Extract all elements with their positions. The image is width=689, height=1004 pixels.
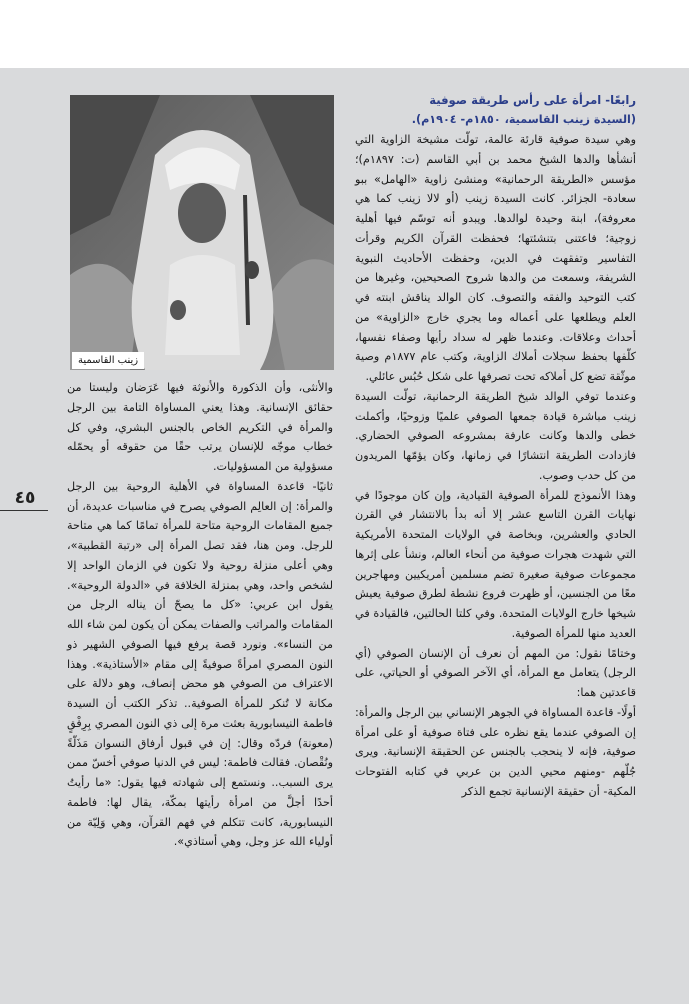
- page-number: ٤٥: [14, 488, 36, 508]
- paragraph: وهي سيدة صوفية قارئة عالمة، تولّت مشيخة الزاوية التي أنشأها والدها الشيخ محمد بن أبي القاسم (ت: ١٨٩٧م)؛ مؤسس «الطريقة الرحمانية» ومنشئ زاوية «الهامل» ببو سعادة- الجزائر. كانت السيدة زينب (أو لالا زينب كما هي معروفة)، ابنة وحيدة لوالدها. ويبدو أنه توسّم فيها أهلية زوجية؛ فاعتنى بتنشئتها؛ فحفظت القرآن الكريم وقرأت التفاسير وتفقهت في الدين، وحفظت الأحاديث النبوية الشريفة، وسمعت من والدها شروح الصحيحين، وغيرها من كتب التوحيد والفقه والتصوف. كان الوالد يناقش ابنته في العلم ويطلعها على أعماله وما يجري خارج «الزاوية» من أحداث وعلاقات. وعندما ظهر له سداد رأيها وصفاء نفسها، كلّفها بحفظ سجلات أملاك الزاوية، وكتب عام ١٨٧٧م وصية موثّقة تضع كل أملاكه تحت تصرفها على شكل حُبُس عائلي.: [355, 133, 636, 383]
- paragraph: وهذا الأنموذج للمرأة الصوفية القيادية، وإن كان موجودًا في نهايات القرن التاسع عشر إلا أنه بدأ بالانتشار في القرن الحادي والعشرين، وبخاصة في الولايات المتحدة الأمريكية التي شهدت هجرات صوفية من أنحاء العالم، ونشأ على إثرها مجموعات صوفية صغيرة تضم مسلمين أمريكيين ومهاجرين معًا من الجنسين، أو ظهرت فروع نشطة لطرق صوفية يعيش شيخها خارج الولايات المتحدة. وفي كلتا الحالتين، فالقيادة في العديد منها للمرأة الصوفية.: [355, 488, 636, 640]
- photo-caption: زينب القاسمية: [72, 352, 144, 369]
- left-text-column: [67, 378, 333, 852]
- paragraph: وختامًا نقول: من المهم أن نعرف أن الإنسان الصوفي (أي الرجل) يتعامل مع المرأة، أي الآخر الصوفي أو الحياتي، على قاعدتين هما:: [355, 646, 636, 699]
- paragraph: والأنثى، وأن الذكورة والأنوثة فيها عَرَضان وليستا من حقائق الإنسانية. وهذا يعني المساواة التامة بين الرجل والمرأة في التكريم الخاص بالجنس البشري، وفي كل خطاب موجّه للإنسان يرتب حقًا من حقوقه أو يحمّله مسؤولية من المسؤوليات.: [67, 381, 333, 473]
- section-heading: رابعًا- امرأة على رأس طريقة صوفية: [429, 93, 636, 107]
- portrait-photo: [70, 95, 334, 370]
- right-text-column: [355, 90, 636, 802]
- section-subheading: (السيدة زينب القاسمية، ١٨٥٠م- ١٩٠٤م).: [411, 113, 636, 126]
- paragraph: وعندما توفي الوالد شيخ الطريقة الرحمانية، تولّت السيدة زينب مباشرة قيادة جمعها الصوفي علميًا وزوحيًا، وأكملت خطى والدها وكانت عارفة بمشروعه الصوفي الحضاري. فازدادت الطريقة انتشارًا في زمانها، وكان يؤمّها المريدون من كل حدب وصوب.: [355, 389, 636, 482]
- top-margin: [0, 0, 689, 68]
- paragraph: أولًا- قاعدة المساواة في الجوهر الإنساني بين الرجل والمرأة: إن الصوفي عندما يقع نظره على فتاة صوفية أو على امرأة صوفية، فإنه لا ينحجب بالجنس عن الحقيقة الإنسانية. ويرى جُلّهم -ومنهم محيي الدين بن عربي في كتابه الفتوحات المكية- أن حقيقة الإنسانية تجمع الذكر: [355, 705, 636, 798]
- portrait-illustration: [70, 95, 334, 370]
- page-number-rule: [0, 510, 48, 511]
- paragraph: ثانيًا- قاعدة المساواة في الأهلية الروحية بين الرجل والمرأة: إن العالِم الصوفي يصرح في مناسبات عديدة، أن جميع المقامات الروحية متاحة للمرأة تمامًا كما هي متاحة للرجل. ومن هنا، فقد تصل المرأة إلى «رتبة القطبية»، وهي أعلى منزلة روحية ولا تكون في الزمان الواحد إلا لشخص واحد، وهي بمنزلة الخلافة في «الدولة الروحية». يقول ابن عربي: «كل ما يصحّ أن يناله الرجل من المقامات والمراتب والصفات يمكن أن يكون لمن شاء الله من النساء». ونورد قصة يرفع فيها الصوفي الشهير ذو النون المصري امرأةً صوفيةً إلى مقام «الأستاذية». وهذا الاعتراف من الصوفي هو محض إنصاف، وهو دلالة على مكانة لا تُنكر للمرأة الصوفية.. تذكر الكتب أن السيدة فاطمة النيسابورية بعثت مرة إلى ذي النون المصري بِرِفْقٍ (معونة) فردّه وقال: إن في قبول أرفاق النسوان مَذَلّةً ونُقْصان. فقالت فاطمة: ليس في الدنيا صوفي أخسّ ممن يرى السبب.. ونستمع إلى شهادته فيها يقول: «ما رأيتُ أحدًا أجلَّ من امرأة رأيتها بمكّة، يقال لها: فاطمة النيسابورية، كانت تتكلم في فهم القرآن، وهي وَلِيّة من أولياء الله عز وجل، وهي أستاذي».: [67, 479, 333, 849]
